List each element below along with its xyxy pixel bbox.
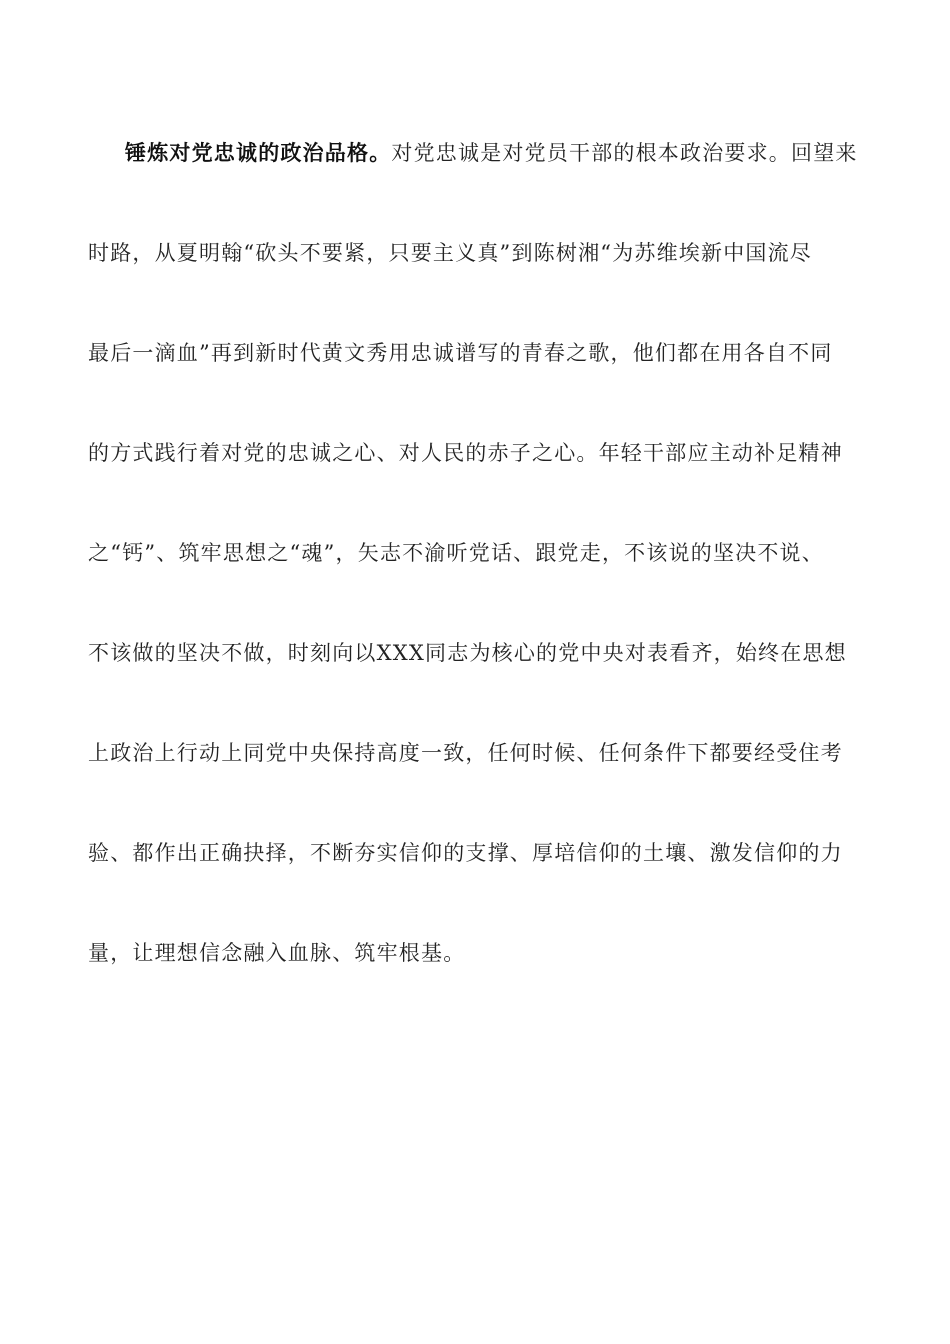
paragraph-line: 最后一滴血”再到新时代黄文秀用忠诚谱写的青春之歌，他们都在用各自不同 xyxy=(88,341,833,365)
paragraph-line: 时路，从夏明翰“砍头不要紧，只要主义真”到陈树湘“为苏维埃新中国流尽 xyxy=(88,241,813,265)
paragraph-line: 验、都作出正确抉择，不断夯实信仰的支撑、厚培信仰的土壤、激发信仰的力 xyxy=(88,841,843,865)
paragraph-line: 量，让理想信念融入血脉、筑牢根基。 xyxy=(88,941,466,965)
paragraph-line: 上政治上行动上同党中央保持高度一致，任何时候、任何条件下都要经受住考 xyxy=(88,741,843,765)
paragraph-heading: 锤炼对党忠诚的政治品格。 xyxy=(125,140,392,165)
paragraph-line: 的方式践行着对党的忠诚之心、对人民的赤子之心。年轻干部应主动补足精神 xyxy=(88,441,843,465)
paragraph-line-text: 对党忠诚是对党员干部的根本政治要求。回望来 xyxy=(391,141,858,165)
paragraph-line xyxy=(125,140,858,166)
paragraph-line: 不该做的坚决不做，时刻向以XXX同志为核心的党中央对表看齐，始终在思想 xyxy=(88,641,847,665)
paragraph-line: 之“钙”、筑牢思想之“魂”，矢志不渝听党话、跟党走，不该说的坚决不说、 xyxy=(88,541,824,565)
